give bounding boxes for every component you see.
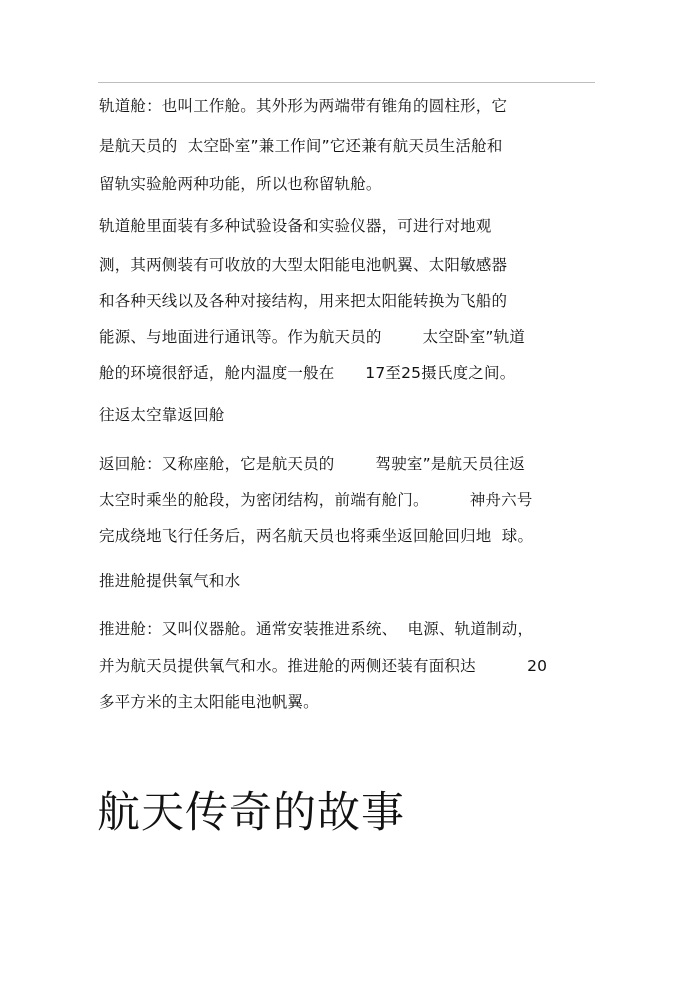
section-heading-return-capsule: 往返太空靠返回舱 <box>99 406 225 424</box>
paragraph-1-line-1: 轨道舱：也叫工作舱。其外形为两端带有锥角的圆柱形，它 <box>99 97 508 115</box>
section-heading-propulsion-module: 推进舱提供氧气和水 <box>99 572 241 590</box>
paragraph-2-line-1: 轨道舱里面装有多种试验设备和实验仪器，可进行对地观 <box>99 217 492 235</box>
paragraph-1-line-2: 是航天员的 太空卧室”兼工作间”它还兼有航天员生活舱和 <box>99 137 503 155</box>
paragraph-2-line-5: 舱的环境很舒适，舱内温度一般在 17至25摄氏度之间。 <box>99 364 516 382</box>
paragraph-4-line-1: 推进舱：又叫仪器舱。通常安装推进系统、 电源、轨道制动， <box>99 620 534 638</box>
paragraph-4-line-2: 并为航天员提供氧气和水。推进舱的两侧还装有面积达 20 <box>99 657 548 675</box>
paragraph-1-line-3: 留轨实验舱两种功能，所以也称留轨舱。 <box>99 175 382 193</box>
paragraph-3-line-3: 完成绕地飞行任务后，两名航天员也将乘坐返回舱回归地 球。 <box>99 527 534 545</box>
page-title: 航天传奇的故事 <box>97 788 405 838</box>
paragraph-3-line-1: 返回舱：又称座舱，它是航天员的 驾驶室”是航天员往返 <box>99 455 526 473</box>
paragraph-3-line-2: 太空时乘坐的舱段，为密闭结构，前端有舱门。 神舟六号 <box>99 491 533 509</box>
paragraph-4-line-3: 多平方米的主太阳能电池帆翼。 <box>99 693 319 711</box>
header-rule <box>98 82 595 83</box>
paragraph-2-line-2: 测，其两侧装有可收放的大型太阳能电池帆翼、太阳敏感器 <box>99 256 508 274</box>
paragraph-2-line-4: 能源、与地面进行通讯等。作为航天员的 太空卧室”轨道 <box>99 328 526 346</box>
paragraph-2-line-3: 和各种天线以及各种对接结构，用来把太阳能转换为飞船的 <box>99 292 508 310</box>
